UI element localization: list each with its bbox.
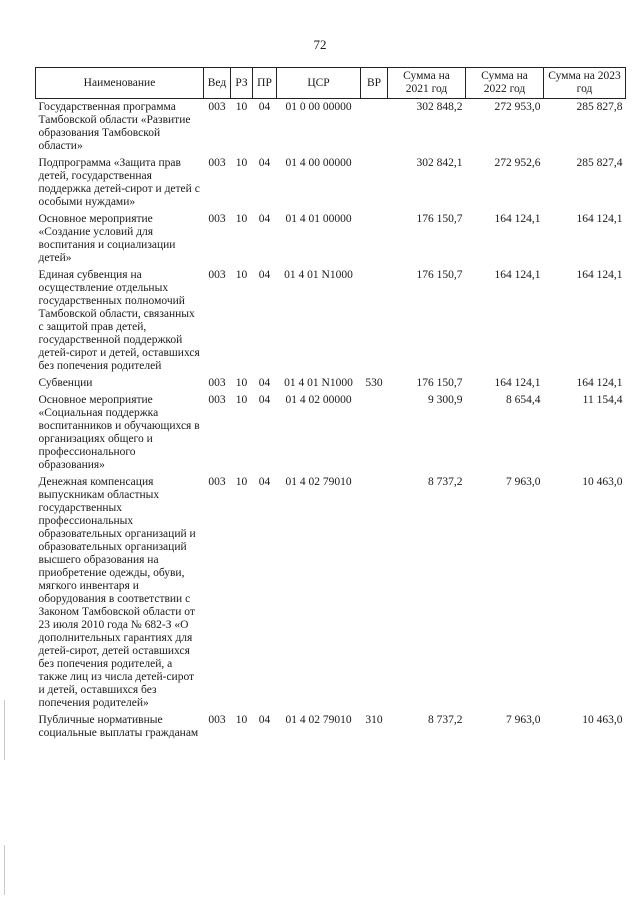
table-row [36, 267, 626, 375]
cell-csr: 01 4 02 00000 [285, 394, 352, 406]
cell-csr: 01 4 00 00000 [285, 157, 352, 169]
table-row [36, 211, 626, 267]
table-header-row [36, 68, 626, 99]
table-row [36, 392, 626, 474]
header-sum-2022: Сумма на 2022 год [466, 68, 544, 99]
cell-rz: 10 [235, 157, 248, 169]
cell-sum2021: 8 737,2 [428, 476, 463, 488]
cell-pr: 04 [258, 394, 271, 406]
cell-sum2021: 176 150,7 [416, 213, 463, 225]
cell-ved: 003 [208, 101, 226, 113]
cell-rz: 10 [235, 269, 248, 281]
cell-sum2021: 9 300,9 [428, 394, 463, 406]
cell-sum2021: 302 848,2 [416, 101, 463, 113]
cell-rz: 10 [235, 714, 248, 726]
cell-name: Денежная компенсация выпускникам областных государственных профессиональных образовательных организаций и образовательных организаций высшего образования на приобретение одежды, обуви, мягкого инвентаря и оборудования в соответствии с Законом Тамбовской области от 23 июля 2010 года № 682-З «О дополнительных гарантиях для детей-сирот, детей оставшихся без попечения родителей, а также лиц из числа детей-сирот и детей, оставшихся без попечения родителей» [38, 476, 196, 709]
cell-ved: 003 [208, 476, 226, 488]
cell-sum2022: 7 963,0 [506, 476, 541, 488]
cell-ved: 003 [208, 269, 226, 281]
cell-csr: 01 4 02 79010 [285, 476, 352, 488]
cell-ved: 003 [208, 377, 226, 389]
cell-sum2021: 176 150,7 [416, 269, 463, 281]
cell-name: Основное мероприятие «Создание условий для воспитания и социализации детей» [38, 213, 176, 264]
header-csr: ЦСР [277, 68, 361, 99]
cell-sum2022: 164 124,1 [494, 269, 541, 281]
header-vr: ВР [361, 68, 388, 99]
cell-csr: 01 0 00 00000 [285, 101, 352, 113]
cell-name: Публичные нормативные социальные выплаты гражданам [38, 714, 199, 739]
cell-pr: 04 [258, 213, 271, 225]
cell-csr: 01 4 01 N1000 [284, 377, 353, 389]
page-number: 72 [313, 37, 327, 52]
cell-vr: 310 [365, 714, 383, 726]
cell-name: Подпрограмма «Защита прав детей, государственная поддержка детей-сирот и детей с особыми нуждами» [38, 157, 200, 208]
cell-pr: 04 [258, 157, 271, 169]
cell-sum2022: 272 953,0 [494, 101, 541, 113]
cell-sum2021: 302 842,1 [416, 157, 463, 169]
cell-name: Государственная программа Тамбовской области «Развитие образования Тамбовской области» [38, 101, 191, 152]
header-sum-2021: Сумма на 2021 год [388, 68, 466, 99]
header-rz: РЗ [231, 68, 253, 99]
cell-sum2022: 272 952,6 [494, 157, 541, 169]
table-row [36, 99, 626, 156]
cell-sum2022: 8 654,4 [506, 394, 541, 406]
cell-sum2023: 164 124,1 [576, 213, 623, 225]
cell-pr: 04 [258, 269, 271, 281]
cell-sum2021: 176 150,7 [416, 377, 463, 389]
cell-sum2023: 285 827,4 [576, 157, 623, 169]
cell-vr [361, 155, 388, 211]
cell-sum2022: 164 124,1 [494, 377, 541, 389]
cell-sum2023: 164 124,1 [576, 269, 623, 281]
cell-ved: 003 [208, 157, 226, 169]
cell-sum2023: 10 463,0 [582, 714, 623, 726]
table-row [36, 155, 626, 211]
header-pr: ПР [253, 68, 277, 99]
cell-csr: 01 4 01 00000 [285, 213, 352, 225]
cell-rz: 10 [235, 213, 248, 225]
cell-pr: 04 [258, 714, 271, 726]
cell-vr: 530 [365, 377, 383, 389]
cell-vr [361, 99, 388, 156]
cell-vr [361, 267, 388, 375]
header-sum-2023: Сумма на 2023 год [544, 68, 626, 99]
cell-pr: 04 [258, 377, 271, 389]
cell-rz: 10 [235, 394, 248, 406]
header-ved: Вед [204, 68, 231, 99]
scan-edge-mark [4, 700, 5, 760]
cell-vr [361, 474, 388, 712]
cell-vr [361, 211, 388, 267]
cell-rz: 10 [235, 377, 248, 389]
cell-pr: 04 [258, 476, 271, 488]
cell-name: Единая субвенция на осуществление отдельных государственных полномочий Тамбовской области, связанных с защитой прав детей, государственной поддержкой детей-сирот и детей, оставшихся без попечения родителей [38, 269, 200, 372]
cell-sum2022: 7 963,0 [506, 714, 541, 726]
table-row [36, 474, 626, 712]
cell-sum2022: 164 124,1 [494, 213, 541, 225]
budget-table [35, 67, 626, 742]
header-name: Наименование [36, 68, 204, 99]
cell-name: Субвенции [38, 377, 93, 389]
cell-ved: 003 [208, 213, 226, 225]
cell-pr: 04 [258, 101, 271, 113]
cell-rz: 10 [235, 101, 248, 113]
table-row [36, 375, 626, 392]
cell-sum2021: 8 737,2 [428, 714, 463, 726]
cell-rz: 10 [235, 476, 248, 488]
cell-csr: 01 4 02 79010 [285, 714, 352, 726]
cell-vr [361, 392, 388, 474]
cell-name: Основное мероприятие «Социальная поддержка воспитанников и обучающихся в организациях общего и профессионального образования» [38, 394, 200, 471]
cell-csr: 01 4 01 N1000 [284, 269, 353, 281]
cell-ved: 003 [208, 714, 226, 726]
cell-sum2023: 285 827,8 [576, 101, 623, 113]
scan-edge-mark [4, 845, 5, 895]
cell-sum2023: 164 124,1 [576, 377, 623, 389]
cell-ved: 003 [208, 394, 226, 406]
table-row [36, 712, 626, 742]
cell-sum2023: 11 154,4 [582, 394, 623, 406]
cell-sum2023: 10 463,0 [582, 476, 623, 488]
